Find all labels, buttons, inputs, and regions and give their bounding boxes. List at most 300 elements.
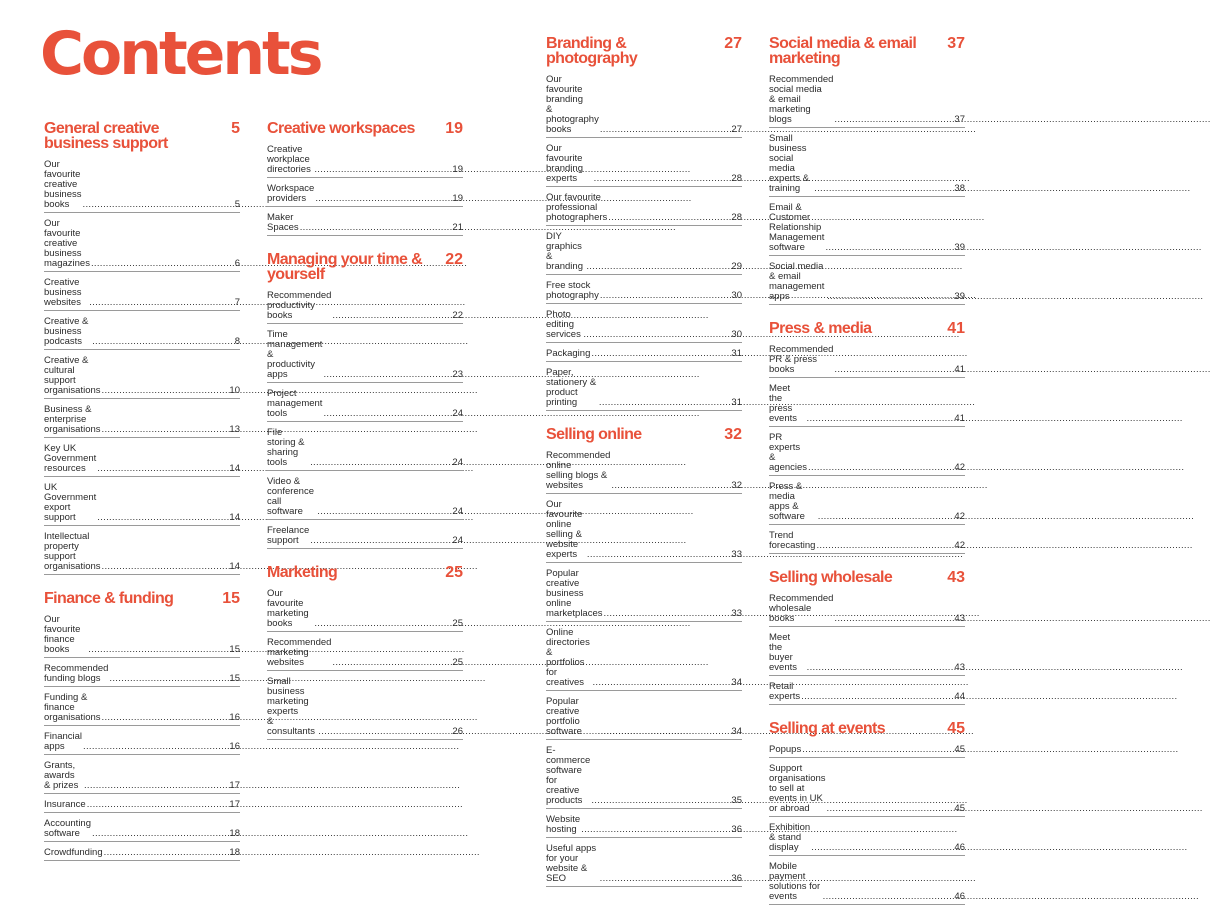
contents-entry bbox=[546, 72, 742, 138]
dot-leader bbox=[825, 243, 953, 253]
entry-page-number: 18 bbox=[229, 846, 240, 858]
contents-column-4 bbox=[769, 36, 965, 921]
section-entries bbox=[769, 72, 965, 305]
dot-leader bbox=[97, 464, 228, 474]
dot-leader bbox=[97, 513, 228, 523]
contents-entry bbox=[267, 181, 463, 207]
section-entries bbox=[267, 142, 463, 236]
section-title: General creative business support bbox=[44, 120, 168, 152]
entry-label: Photo editing services bbox=[546, 308, 581, 340]
dot-leader bbox=[332, 311, 451, 321]
entry-page-number: 24 bbox=[452, 407, 463, 419]
dot-leader bbox=[827, 292, 953, 302]
dot-leader bbox=[323, 370, 451, 380]
section-heading bbox=[769, 570, 965, 585]
entry-label: Funding & finance organisations bbox=[44, 691, 101, 723]
entry-page-number: 42 bbox=[954, 539, 965, 551]
contents-entry bbox=[44, 529, 240, 575]
contents-entry bbox=[267, 142, 463, 178]
contents-entry bbox=[44, 612, 240, 658]
entry-label: Crowdfunding bbox=[44, 846, 103, 858]
entry-page-number: 16 bbox=[229, 740, 240, 752]
entry-page-number: 39 bbox=[954, 290, 965, 302]
section-title: Branding & photography bbox=[546, 35, 638, 67]
entry-label: Our favourite creative business magazines bbox=[44, 217, 90, 269]
contents-entry bbox=[769, 200, 965, 256]
dot-leader bbox=[314, 165, 451, 175]
contents-entry bbox=[44, 157, 240, 213]
contents-entry bbox=[769, 630, 965, 676]
entry-label: Recommended wholesale books bbox=[769, 592, 834, 624]
dot-leader bbox=[814, 184, 953, 194]
dot-leader bbox=[807, 414, 954, 424]
entry-label: PR experts & agencies bbox=[769, 431, 808, 473]
entry-page-number: 34 bbox=[731, 676, 742, 688]
dot-leader bbox=[592, 678, 730, 688]
entry-page-number: 10 bbox=[229, 384, 240, 396]
entry-page-number: 26 bbox=[452, 725, 463, 737]
entry-label: File storing & sharing tools bbox=[267, 426, 305, 468]
contents-entry bbox=[769, 679, 965, 705]
contents-entry bbox=[44, 441, 240, 477]
dot-leader bbox=[600, 291, 731, 301]
contents-entry bbox=[267, 523, 463, 549]
dot-leader bbox=[594, 174, 731, 184]
section-entries bbox=[769, 591, 965, 705]
entry-page-number: 29 bbox=[731, 260, 742, 272]
entry-page-number: 39 bbox=[954, 241, 965, 253]
entry-page-number: 24 bbox=[452, 505, 463, 517]
entry-label: Meet the buyer events bbox=[769, 631, 797, 673]
section-heading bbox=[44, 121, 240, 151]
entry-label: Video & conference call software bbox=[267, 475, 315, 517]
contents-entry bbox=[546, 141, 742, 187]
dot-leader bbox=[587, 550, 731, 560]
dot-leader bbox=[102, 425, 229, 435]
contents-entry bbox=[546, 365, 742, 411]
section-title: Selling online bbox=[546, 426, 642, 443]
contents-entry bbox=[267, 586, 463, 632]
entry-label: Project management tools bbox=[267, 387, 323, 419]
dot-leader bbox=[83, 200, 234, 210]
dot-leader bbox=[300, 223, 452, 233]
contents-entry bbox=[44, 729, 240, 755]
section-title: Creative workspaces bbox=[267, 120, 415, 137]
contents-section bbox=[44, 121, 240, 575]
contents-section bbox=[267, 252, 463, 549]
entry-label: Our favourite professional photographers bbox=[546, 191, 608, 223]
contents-entry bbox=[546, 566, 742, 622]
contents-entry bbox=[769, 761, 965, 817]
entry-label: Recommended funding blogs bbox=[44, 662, 109, 684]
entry-label: Accounting software bbox=[44, 817, 92, 839]
dot-leader bbox=[104, 848, 229, 858]
entry-page-number: 5 bbox=[234, 198, 240, 210]
dot-leader bbox=[92, 829, 228, 839]
contents-entry bbox=[769, 381, 965, 427]
contents-entry bbox=[769, 591, 965, 627]
entry-label: Popups bbox=[769, 743, 802, 755]
entry-page-number: 25 bbox=[452, 656, 463, 668]
entry-label: UK Government export support bbox=[44, 481, 97, 523]
dot-leader bbox=[583, 330, 730, 340]
section-heading bbox=[44, 591, 240, 606]
contents-entry bbox=[769, 259, 965, 305]
entry-page-number: 31 bbox=[731, 396, 742, 408]
entry-page-number: 30 bbox=[731, 328, 742, 340]
entry-page-number: 46 bbox=[954, 841, 965, 853]
section-entries bbox=[769, 342, 965, 554]
dot-leader bbox=[600, 874, 731, 884]
dot-leader bbox=[599, 398, 731, 408]
section-heading bbox=[769, 721, 965, 736]
dot-leader bbox=[314, 619, 451, 629]
entry-page-number: 15 bbox=[229, 643, 240, 655]
entry-label: Creative & business podcasts bbox=[44, 315, 89, 347]
contents-entry bbox=[267, 288, 463, 324]
dot-leader bbox=[318, 727, 451, 737]
dot-leader bbox=[83, 742, 228, 752]
dot-leader bbox=[92, 337, 234, 347]
section-title: Selling at events bbox=[769, 720, 886, 737]
section-title: Marketing bbox=[267, 564, 338, 581]
entry-label: Grants, awards & prizes bbox=[44, 759, 79, 791]
section-page-number: 32 bbox=[724, 426, 742, 443]
entry-page-number: 7 bbox=[234, 296, 240, 308]
contents-section bbox=[769, 321, 965, 554]
dot-leader bbox=[591, 349, 730, 359]
dot-leader bbox=[834, 365, 953, 375]
section-entries bbox=[267, 288, 463, 549]
entry-label: Recommended PR & press books bbox=[769, 343, 834, 375]
entry-page-number: 30 bbox=[731, 289, 742, 301]
dot-leader bbox=[87, 800, 229, 810]
entry-label: Paper, stationery & product printing bbox=[546, 366, 597, 408]
entry-page-number: 32 bbox=[731, 479, 742, 491]
section-entries bbox=[44, 612, 240, 861]
entry-page-number: 43 bbox=[954, 661, 965, 673]
contents-entry bbox=[44, 314, 240, 350]
contents-entry bbox=[546, 625, 742, 691]
entry-page-number: 19 bbox=[452, 192, 463, 204]
entry-page-number: 27 bbox=[731, 123, 742, 135]
entry-page-number: 42 bbox=[954, 510, 965, 522]
dot-leader bbox=[102, 562, 229, 572]
contents-section bbox=[769, 36, 965, 305]
contents-entry bbox=[267, 425, 463, 471]
contents-entry bbox=[546, 448, 742, 494]
section-page-number: 15 bbox=[222, 590, 240, 607]
entry-page-number: 41 bbox=[954, 363, 965, 375]
contents-entry bbox=[546, 307, 742, 343]
section-entries bbox=[546, 72, 742, 411]
section-page-number: 27 bbox=[724, 35, 742, 52]
contents-section bbox=[267, 121, 463, 236]
entry-label: Insurance bbox=[44, 798, 86, 810]
entry-page-number: 43 bbox=[954, 612, 965, 624]
contents-entry bbox=[44, 480, 240, 526]
entry-label: Meet the press events bbox=[769, 382, 797, 424]
dot-leader bbox=[801, 692, 953, 702]
dot-leader bbox=[102, 386, 229, 396]
section-heading bbox=[546, 427, 742, 442]
dot-leader bbox=[608, 213, 730, 223]
entry-page-number: 28 bbox=[731, 172, 742, 184]
entry-label: DIY graphics & branding bbox=[546, 230, 583, 272]
contents-entry bbox=[267, 474, 463, 520]
dot-leader bbox=[310, 458, 451, 468]
entry-page-number: 28 bbox=[731, 211, 742, 223]
entry-page-number: 14 bbox=[229, 462, 240, 474]
contents-entry bbox=[546, 278, 742, 304]
entry-page-number: 33 bbox=[731, 548, 742, 560]
page-title: Contents bbox=[40, 19, 321, 89]
entry-page-number: 6 bbox=[234, 257, 240, 269]
contents-column-3 bbox=[546, 36, 742, 903]
contents-section bbox=[44, 591, 240, 861]
entry-label: Creative & cultural support organisations bbox=[44, 354, 101, 396]
entry-label: Support organisations to sell at events in UK or abroad bbox=[769, 762, 826, 814]
section-entries bbox=[546, 448, 742, 887]
section-page-number: 41 bbox=[947, 320, 965, 337]
contents-entry bbox=[44, 816, 240, 842]
contents-entry bbox=[44, 275, 240, 311]
section-page-number: 37 bbox=[947, 35, 965, 52]
entry-label: Packaging bbox=[546, 347, 591, 359]
entry-label: Key UK Government resources bbox=[44, 442, 97, 474]
entry-page-number: 45 bbox=[954, 802, 965, 814]
contents-entry bbox=[44, 758, 240, 794]
entry-label: Press & media apps & software bbox=[769, 480, 805, 522]
contents-entry bbox=[546, 190, 742, 226]
section-entries bbox=[267, 586, 463, 740]
entry-page-number: 42 bbox=[954, 461, 965, 473]
entry-page-number: 14 bbox=[229, 511, 240, 523]
contents-entry bbox=[769, 528, 965, 554]
entry-label: Recommended social media & email marketing blogs bbox=[769, 73, 834, 125]
entry-page-number: 8 bbox=[234, 335, 240, 347]
section-page-number: 45 bbox=[947, 720, 965, 737]
entry-page-number: 25 bbox=[452, 617, 463, 629]
section-entries bbox=[44, 157, 240, 575]
dot-leader bbox=[807, 663, 954, 673]
entry-label: Email & Customer Relationship Management software bbox=[769, 201, 825, 253]
dot-leader bbox=[315, 194, 451, 204]
entry-label: Mobile payment solutions for events bbox=[769, 860, 821, 902]
entry-label: Recommended marketing websites bbox=[267, 636, 332, 668]
dot-leader bbox=[834, 115, 953, 125]
contents-entry bbox=[44, 845, 240, 861]
dot-leader bbox=[581, 825, 730, 835]
section-title: Managing your time & yourself bbox=[267, 251, 423, 283]
contents-entry bbox=[44, 690, 240, 726]
entry-label: Small business marketing experts & consultants bbox=[267, 675, 316, 737]
contents-section bbox=[769, 570, 965, 705]
dot-leader bbox=[332, 658, 451, 668]
contents-column-2 bbox=[267, 121, 463, 756]
dot-leader bbox=[91, 259, 234, 269]
entry-page-number: 14 bbox=[229, 560, 240, 572]
dot-leader bbox=[84, 781, 228, 791]
section-page-number: 25 bbox=[445, 564, 463, 581]
entry-label: Our favourite branding & photography books bbox=[546, 73, 599, 135]
section-title: Finance & funding bbox=[44, 590, 174, 607]
contents-section bbox=[267, 565, 463, 740]
dot-leader bbox=[598, 727, 731, 737]
contents-entry bbox=[267, 210, 463, 236]
entry-page-number: 16 bbox=[229, 711, 240, 723]
contents-entry bbox=[44, 216, 240, 272]
contents-entry bbox=[546, 812, 742, 838]
entry-label: Our favourite branding experts bbox=[546, 142, 583, 184]
entry-page-number: 21 bbox=[452, 221, 463, 233]
contents-entry bbox=[44, 353, 240, 399]
contents-entry bbox=[267, 386, 463, 422]
contents-entry bbox=[769, 430, 965, 476]
section-heading bbox=[769, 321, 965, 336]
entry-page-number: 15 bbox=[229, 672, 240, 684]
entry-label: Popular creative business online marketplaces bbox=[546, 567, 603, 619]
dot-leader bbox=[816, 541, 953, 551]
entry-page-number: 37 bbox=[954, 113, 965, 125]
entry-label: Exhibition & stand display bbox=[769, 821, 811, 853]
entry-page-number: 13 bbox=[229, 423, 240, 435]
contents-column-1 bbox=[44, 121, 240, 877]
section-title: Press & media bbox=[769, 320, 872, 337]
entry-label: Maker Spaces bbox=[267, 211, 299, 233]
contents-entry bbox=[546, 346, 742, 362]
entry-label: Financial apps bbox=[44, 730, 83, 752]
contents-entry bbox=[267, 635, 463, 671]
entry-page-number: 24 bbox=[452, 534, 463, 546]
contents-entry bbox=[769, 742, 965, 758]
section-title: Social media & email marketing bbox=[769, 35, 917, 67]
contents-entry bbox=[44, 402, 240, 438]
entry-label: Creative business websites bbox=[44, 276, 82, 308]
entry-page-number: 41 bbox=[954, 412, 965, 424]
dot-leader bbox=[834, 614, 953, 624]
contents-entry bbox=[267, 327, 463, 383]
entry-label: Intellectual property support organisations bbox=[44, 530, 101, 572]
dot-leader bbox=[811, 843, 953, 853]
section-heading bbox=[267, 121, 463, 136]
contents-entry bbox=[769, 479, 965, 525]
dot-leader bbox=[611, 481, 730, 491]
dot-leader bbox=[109, 674, 228, 684]
entry-label: Our favourite finance books bbox=[44, 613, 81, 655]
entry-page-number: 33 bbox=[731, 607, 742, 619]
contents-entry bbox=[769, 72, 965, 128]
dot-leader bbox=[89, 298, 234, 308]
dot-leader bbox=[600, 125, 731, 135]
entry-page-number: 34 bbox=[731, 725, 742, 737]
contents-entry bbox=[546, 497, 742, 563]
contents-section bbox=[546, 36, 742, 411]
contents-entry bbox=[546, 841, 742, 887]
dot-leader bbox=[586, 262, 730, 272]
dot-leader bbox=[823, 892, 954, 902]
section-page-number: 5 bbox=[231, 120, 240, 137]
entry-page-number: 17 bbox=[229, 798, 240, 810]
section-heading bbox=[267, 252, 463, 282]
dot-leader bbox=[102, 713, 229, 723]
entry-label: Creative workplace directories bbox=[267, 143, 311, 175]
section-entries bbox=[769, 742, 965, 905]
entry-label: Online directories & portfolios for creatives bbox=[546, 626, 590, 688]
dot-leader bbox=[604, 609, 731, 619]
dot-leader bbox=[310, 536, 451, 546]
entry-label: Our favourite marketing books bbox=[267, 587, 309, 629]
entry-label: Website hosting bbox=[546, 813, 581, 835]
dot-leader bbox=[827, 804, 954, 814]
entry-label: Trend forecasting bbox=[769, 529, 816, 551]
entry-label: Recommended online selling blogs & websites bbox=[546, 449, 611, 491]
dot-leader bbox=[88, 645, 228, 655]
entry-page-number: 45 bbox=[954, 743, 965, 755]
entry-label: Time management & productivity apps bbox=[267, 328, 323, 380]
entry-page-number: 36 bbox=[731, 823, 742, 835]
entry-label: Freelance support bbox=[267, 524, 310, 546]
entry-page-number: 44 bbox=[954, 690, 965, 702]
contents-entry bbox=[546, 694, 742, 740]
contents-section bbox=[546, 427, 742, 887]
section-page-number: 43 bbox=[947, 569, 965, 586]
entry-label: Workspace providers bbox=[267, 182, 315, 204]
entry-page-number: 18 bbox=[229, 827, 240, 839]
entry-label: Useful apps for your website & SEO bbox=[546, 842, 597, 884]
entry-page-number: 24 bbox=[452, 456, 463, 468]
entry-label: Recommended productivity books bbox=[267, 289, 332, 321]
section-page-number: 19 bbox=[445, 120, 463, 137]
entry-label: Popular creative portfolio software bbox=[546, 695, 582, 737]
dot-leader bbox=[323, 409, 451, 419]
dot-leader bbox=[808, 463, 953, 473]
contents-entry bbox=[769, 859, 965, 905]
contents-entry bbox=[769, 131, 965, 197]
entry-label: Small business social media experts & training bbox=[769, 132, 810, 194]
contents-entry bbox=[546, 743, 742, 809]
contents-section bbox=[769, 721, 965, 905]
entry-page-number: 22 bbox=[452, 309, 463, 321]
entry-label: Business & enterprise organisations bbox=[44, 403, 101, 435]
contents-entry bbox=[546, 229, 742, 275]
entry-label: E-commerce software for creative products bbox=[546, 744, 591, 806]
dot-leader bbox=[818, 512, 954, 522]
entry-page-number: 23 bbox=[452, 368, 463, 380]
dot-leader bbox=[591, 796, 730, 806]
entry-label: Our favourite online selling & website experts bbox=[546, 498, 583, 560]
contents-entry bbox=[44, 661, 240, 687]
section-title: Selling wholesale bbox=[769, 569, 893, 586]
entry-label: Retail experts bbox=[769, 680, 801, 702]
entry-page-number: 38 bbox=[954, 182, 965, 194]
section-heading bbox=[769, 36, 965, 66]
dot-leader bbox=[317, 507, 451, 517]
entry-page-number: 19 bbox=[452, 163, 463, 175]
entry-label: Social media & email management apps bbox=[769, 260, 825, 302]
section-heading bbox=[267, 565, 463, 580]
dot-leader bbox=[802, 745, 953, 755]
entry-page-number: 35 bbox=[731, 794, 742, 806]
contents-entry bbox=[769, 820, 965, 856]
section-page-number: 22 bbox=[445, 251, 463, 268]
entry-page-number: 36 bbox=[731, 872, 742, 884]
entry-page-number: 46 bbox=[954, 890, 965, 902]
entry-label: Free stock photography bbox=[546, 279, 599, 301]
contents-entry bbox=[769, 342, 965, 378]
contents-entry bbox=[267, 674, 463, 740]
contents-entry bbox=[44, 797, 240, 813]
